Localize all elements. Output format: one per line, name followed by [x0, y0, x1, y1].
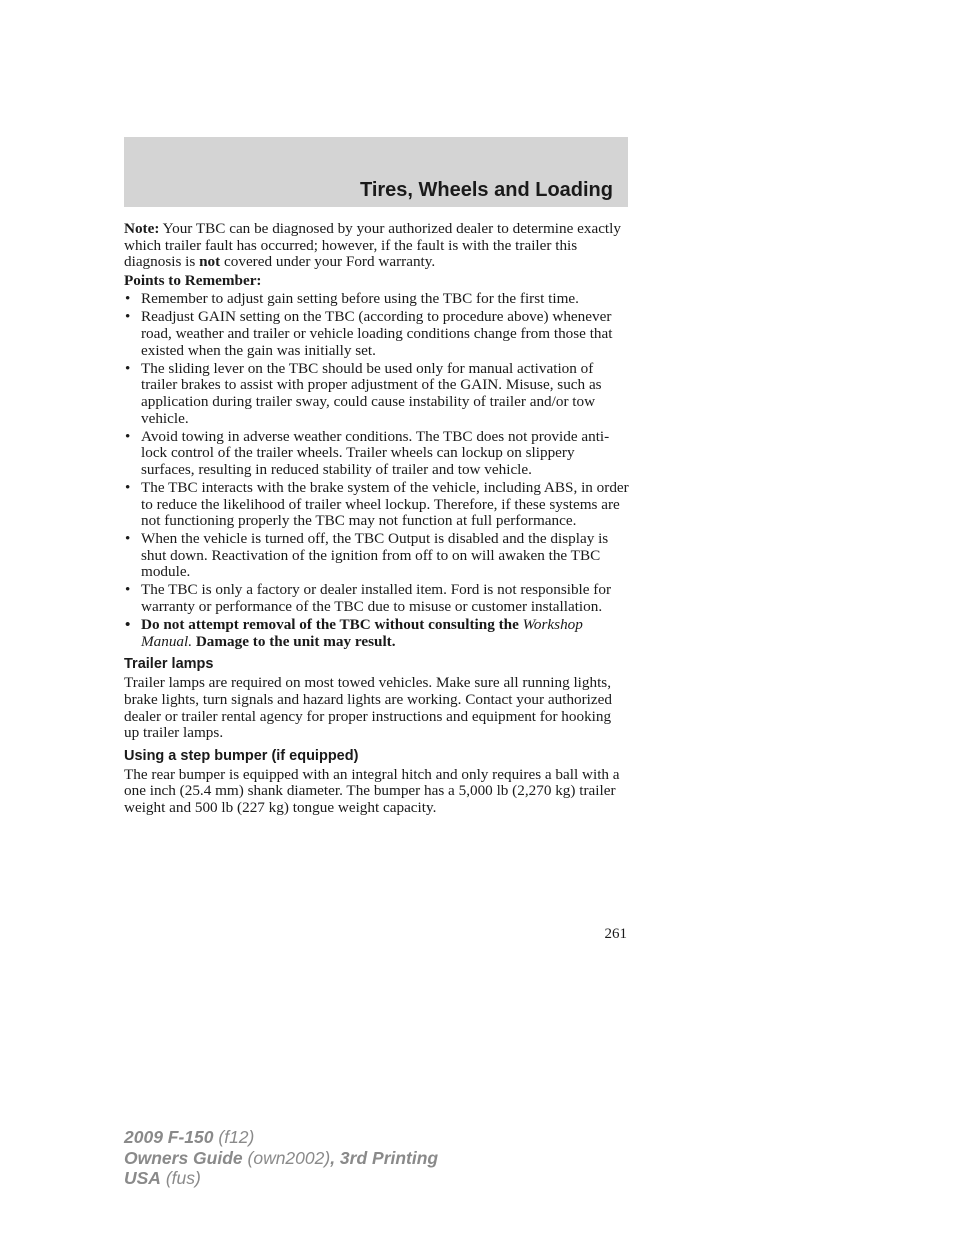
list-item-text: Remember to adjust gain setting before using the TBC for the first time. [141, 290, 579, 308]
page-content [124, 221, 630, 817]
document-footer [124, 1127, 438, 1189]
list-item [124, 361, 630, 427]
points-heading: Points to Remember: [124, 271, 262, 289]
bullet-icon: • [125, 359, 131, 377]
list-item [124, 480, 630, 530]
points-list [124, 291, 630, 650]
note-paragraph [124, 221, 630, 271]
footer-guide: Owners Guide [124, 1147, 243, 1168]
page-number: 261 [604, 926, 627, 942]
bullet-icon: • [125, 308, 131, 326]
note-text-start: Your TBC can be diagnosed by your authorized dealer to determine exactly which trailer fault has occurred; however, if the fault is with the trailer this diagnosis is [124, 220, 621, 271]
list-item-text: The sliding lever on the TBC should be used only for manual activation of trailer brakes to assist with proper adjustment of the GAIN. Misuse, such as application during trailer sway, could cause instability of trailer and/or tow vehicle. [141, 359, 602, 427]
trailer-lamps-body: Trailer lamps are required on most towed vehicles. Make sure all running lights, brake lights, turn signals and hazard lights are working. Contact your authorized dealer or trailer rental agency for proper instructions and equipment for hooking up trailer lamps. [124, 674, 612, 742]
warning-list-item [124, 617, 630, 650]
list-item [124, 582, 630, 615]
list-item [124, 531, 630, 581]
list-item [124, 309, 630, 359]
list-item-text: Avoid towing in adverse weather conditions. The TBC does not provide anti-lock control of the trailer wheels. Trailer wheels can lockup on slippery surfaces, resulting in reduced stability of trailer and tow vehicle. [141, 427, 610, 478]
trailer-lamps-heading: Trailer lamps [124, 656, 214, 673]
note-bold-word: not [199, 253, 221, 271]
footer-market: USA [124, 1168, 161, 1188]
warning-text-start: Do not attempt removal of the TBC without consulting the [141, 616, 523, 634]
bullet-icon: • [125, 290, 131, 308]
list-item-text: When the vehicle is turned off, the TBC Output is disabled and the display is shut down. Reactivation of the ignition from off to on will awaken the TBC module. [141, 530, 609, 581]
step-bumper-heading: Using a step bumper (if equipped) [124, 747, 359, 764]
list-item-text: The TBC interacts with the brake system of the vehicle, including ABS, in order to reduce the likelihood of trailer wheel lockup. Therefore, if these systems are not functioning properly the TBC may not function at full performance. [141, 478, 629, 530]
bullet-icon: • [125, 478, 131, 496]
list-item-text: Readjust GAIN setting on the TBC (according to procedure above) whenever road, weather and trailer or vehicle loading conditions change from those that existed when the gain was initially set. [141, 308, 613, 359]
step-bumper-body: The rear bumper is equipped with an integral hitch and only requires a ball with a one inch (25.4 mm) shank diameter. The bumper has a 5,000 lb (2,270 kg) trailer weight and 500 lb (227 kg) tongue weight capacity. [124, 765, 620, 816]
bullet-icon: • [125, 427, 131, 445]
note-label: Note: [124, 220, 160, 237]
note-text-end: covered under your Ford warranty. [220, 253, 436, 271]
list-item [124, 291, 630, 308]
list-item [124, 429, 630, 479]
footer-printing: , 3rd Printing [330, 1147, 439, 1168]
workshop-manual-reference: Workshop Manual. [141, 616, 583, 650]
section-title: Tires, Wheels and Loading [359, 179, 613, 201]
section-header-band [124, 137, 628, 207]
footer-model-code: (f12) [213, 1127, 255, 1147]
bullet-icon: • [125, 616, 131, 634]
footer-guide-code: (own2002) [242, 1147, 331, 1168]
footer-model: 2009 F-150 [124, 1127, 214, 1147]
footer-market-code: (fus) [160, 1168, 201, 1188]
footer-line-market [124, 1168, 438, 1189]
bullet-icon: • [125, 530, 131, 548]
warning-text-end: Damage to the unit may result. [192, 632, 396, 650]
footer-line-model [124, 1127, 438, 1148]
footer-line-guide [124, 1148, 438, 1169]
list-item-text: The TBC is only a factory or dealer installed item. Ford is not responsible for warranty or performance of the TBC due to misuse or customer installation. [141, 581, 612, 616]
bullet-icon: • [125, 581, 131, 599]
